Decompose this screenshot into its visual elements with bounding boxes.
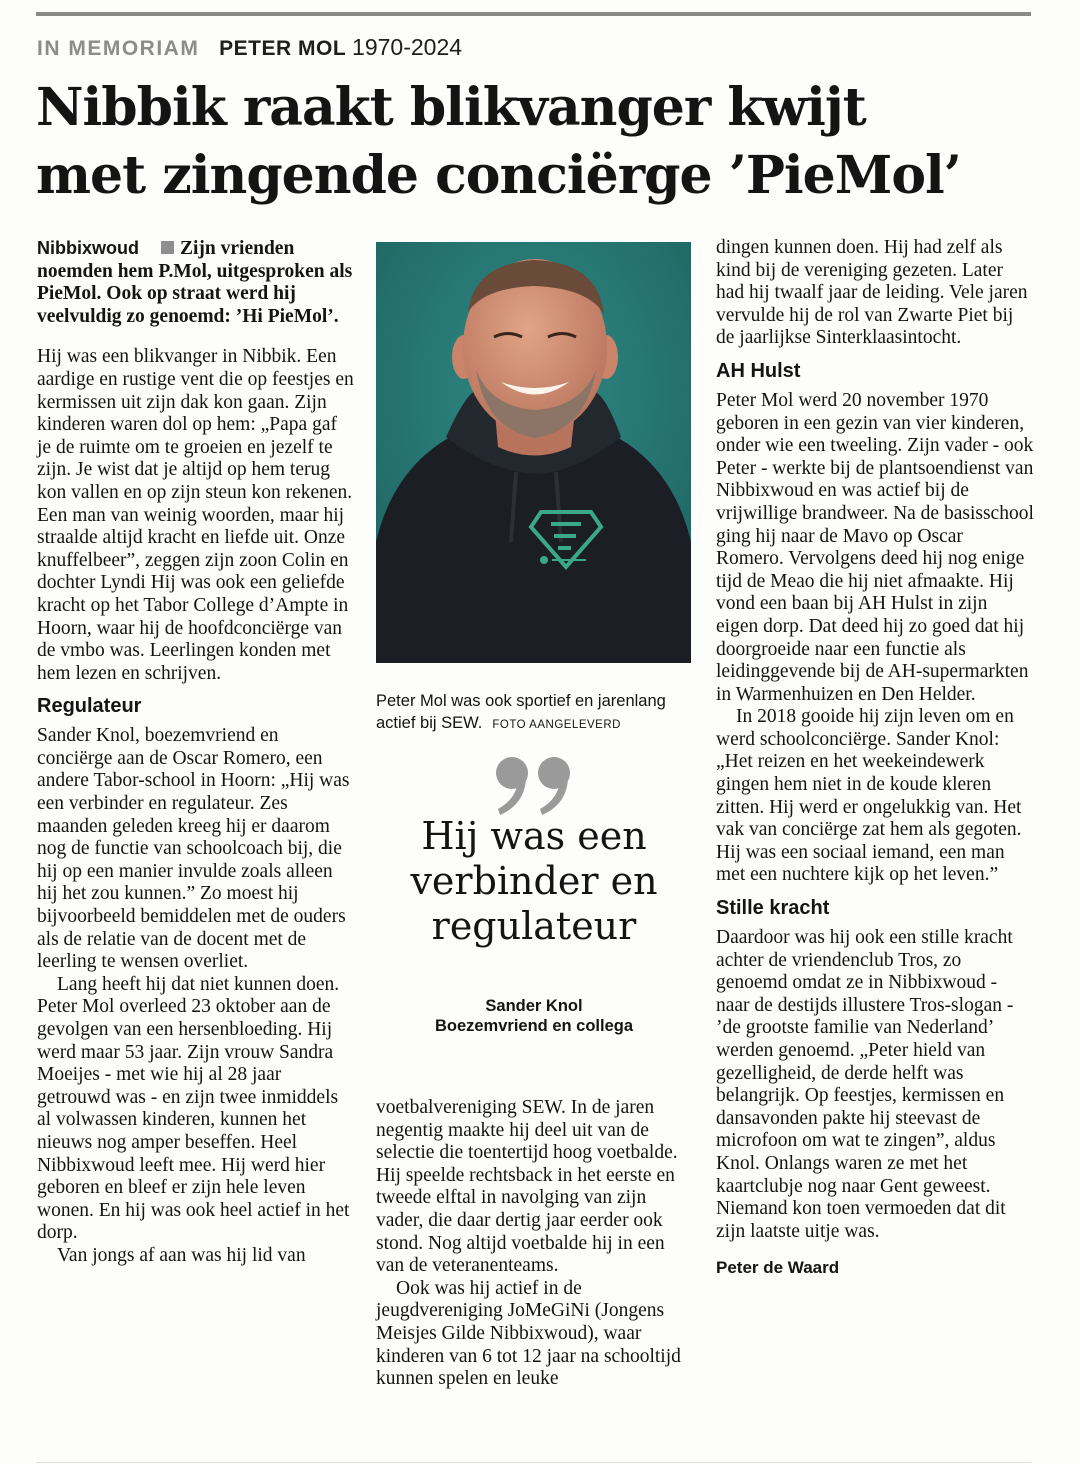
byline: Peter de Waard <box>716 1258 840 1278</box>
lead-text: Zijn vrienden noemden hem P.Mol, uitgesproken als PieMol. Ook op straat werd hij veelvuldig zo genoemd: ’Hi PieMol’. <box>37 238 353 327</box>
body-paragraph: In 2018 gooide hij zijn leven om en werd schoolconciërge. Sander Knol: „Het reizen en het weekeindewerk gingen hem niet in de koude kleren zitten. Hij werd er ongelukkig van. Het vak van conciërge zat hem als gegoten. Hij was een sociaal iemand, een man met een nuchtere kijk op het leven.” <box>716 706 1022 886</box>
subheading-ah-hulst: AH Hulst <box>716 359 801 382</box>
pull-quote-attribution <box>376 996 692 1036</box>
section-label: IN MEMORIAM <box>37 37 200 60</box>
attribution-role: Boezemvriend en collega <box>434 1017 634 1035</box>
attribution-name: Sander Knol <box>485 997 583 1015</box>
body-paragraph: Van jongs af aan was hij lid van <box>57 1244 306 1266</box>
article-column-2 <box>376 1097 694 1391</box>
body-paragraph: Lang heeft hij dat niet kunnen doen. Peter Mol overleed 23 oktober aan de gevolgen van een hersenbloeding. Hij werd maar 53 jaar. Zijn vrouw Sandra Moeijes - met wie hij al 28 jaar getrouwd was - en zijn twee inmiddels al volwassen kinderen, kunnen het nieuws nog amper beseffen. Heel Nibbixwoud leeft mee. Hij werd hier geboren en bleef er zijn hele leven wonen. En hij was ook heel actief in het dorp. <box>37 973 350 1244</box>
headline-line-2: met zingende conciërge ’PieMol’ <box>36 145 961 206</box>
article-column-1 <box>37 237 355 1268</box>
dateline-square <box>161 241 174 254</box>
headline-line-1: Nibbik raakt blikvanger kwijt <box>36 77 866 138</box>
pull-quote-line-1: Hij was een <box>421 814 647 858</box>
subheading-regulateur: Regulateur <box>37 695 142 718</box>
caption-text: Peter Mol was ook sportief en jarenlang actief bij SEW. <box>376 692 666 732</box>
top-rule <box>36 12 1031 16</box>
body-paragraph: Peter Mol werd 20 november 1970 geboren in een gezin van vier kinderen, onder wie een tweeling. Zijn vader - ook Peter - werkte bij de plantsoendienst van Nibbixwoud en was actief bij de vrijwillige brandweer. Na de basisschool ging hij naar de Mavo op Oscar Romero. Vervolgens deed hij nog enige tijd de Meao die hij niet afmaakte. Hij vond een baan bij AH Hulst in zijn eigen dorp. Dat deed hij zo goed dat hij doorgroeide naar een functie als leidinggevende bij de AH-supermarkten in Warmenhuizen en Den Helder. <box>716 389 1034 705</box>
dateline: Nibbixwoud <box>37 238 139 258</box>
subject-name: PETER MOL <box>219 37 347 60</box>
kicker <box>37 34 462 61</box>
pull-quote-line-2: verbinder en <box>410 859 658 903</box>
subject-years: 1970-2024 <box>352 34 463 60</box>
body-paragraph: dingen kunnen doen. Hij had zelf als kind bij de vereniging gezeten. Later had hij twaalf jaar de leiding. Vele jaren vervulde hij de rol van Zwarte Piet bij de jaarlijkse Sinterklaasintocht. <box>716 237 1028 349</box>
body-paragraph: voetbalvereniging SEW. In de jaren negentig maakte hij deel uit van de selectie die toentertijd hoog voetbalde. Hij speelde rechtsback in het eerste en tweede elftal in navolging van zijn vader, die daar dertig jaar eerder ook stond. Nog altijd voetbalde hij in een van de veteranenteams. <box>376 1097 678 1277</box>
lead-paragraph <box>37 237 355 328</box>
body-paragraph: Hij was een blikvanger in Nibbik. Een aardige en rustige vent die op feestjes en kermissen uit zijn dak kon gaan. Zijn kinderen waren dol op hem: „Papa gaf je de ruimte om te groeien en jezelf te zijn. Je wist dat je altijd op hem terug kon vallen en op zijn steun kon rekenen. Een man van weinig woorden, maar hij straalde altijd kracht en liefde uit. Onze knuffelbeer”, zeggen zijn zoon Colin en dochter Lyndi Hij was ook een geliefde kracht op het Tabor College d’Ampte in Hoorn, waar hij de hoofdconciërge van de vmbo was. Leerlingen konden met hem lezen en schrijven. <box>37 346 354 684</box>
body-paragraph: Sander Knol, boezemvriend en conciërge aan de Oscar Romero, een andere Tabor-school in Hoorn: „Hij was een verbinder en regulateur. Zes maanden geleden kreeg hij er daarom nog de functie van schoolcoach bij, die hij op een manier invulde zoals alleen hij het zou kunnen.” Zo moest hij bijvoorbeeld bemiddelen met de ouders als de relatie van de docent met de leerling te wensen overliet. <box>37 725 350 973</box>
portrait-photo <box>376 242 691 663</box>
body-paragraph: Ook was hij actief in de jeugdvereniging JoMeGiNi (Jongens Meisjes Gilde Nibbixwoud), waar kinderen van 6 tot 12 jaar na schooltijd kunnen spelen en leuke <box>376 1277 681 1390</box>
pull-quote <box>376 814 692 949</box>
bottom-rule <box>36 1462 1031 1463</box>
photo-credit: FOTO AANGELEVERD <box>492 719 621 731</box>
body-paragraph: Daardoor was hij ook een stille kracht achter de vriendenclub Tros, zo genoemd omdat ze in Nibbixwoud - naar de destijds illustere Tros-slogan - ’de grootste familie van Nederland’ werden genoemd. „Peter hield van gezelligheid, de derde helft was belangrijk. Op feestjes, kermissen en dansavonden pakte hij steevast de microfoon om wat te zingen”, aldus Knol. Onlangs waren ze met het kaartclubje nog naar Gent geweest. Niemand kon toen vermoeden dat dit zijn laatste uitje was. <box>716 927 1014 1242</box>
pull-quote-line-3: regulateur <box>431 904 637 948</box>
article-column-3 <box>716 237 1034 1280</box>
headline <box>36 74 1046 210</box>
subheading-stille-kracht: Stille kracht <box>716 897 830 920</box>
